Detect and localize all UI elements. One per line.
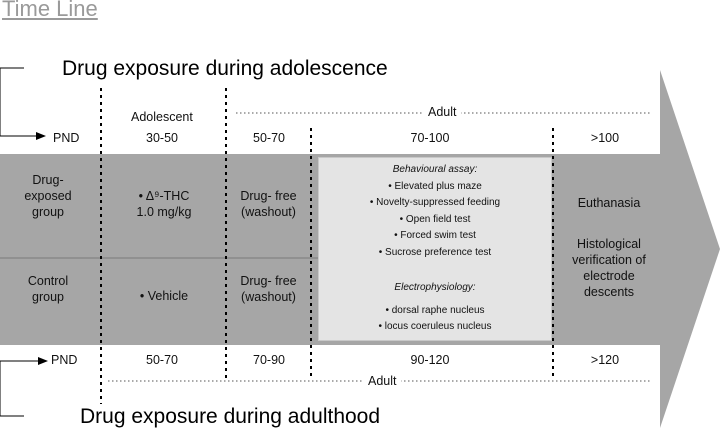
euthanasia-label: Euthanasia xyxy=(577,196,641,210)
assay-item-1: • Elevated plus maze xyxy=(388,180,482,192)
histology-label: Histological verification of electrode descents xyxy=(572,237,646,299)
assay-item-5: • Sucrose preference test xyxy=(378,246,492,258)
range-bottom-4: >120 xyxy=(590,353,620,367)
drug-free-washout-1: Drug- free (washout) xyxy=(240,189,297,219)
phase-adolescent: Adolescent xyxy=(131,110,193,124)
vehicle-treatment: • Vehicle xyxy=(139,289,189,303)
range-bottom-2: 70-90 xyxy=(253,353,285,367)
electrophysiology-list xyxy=(318,280,552,336)
assay-item-3: • Open field test xyxy=(399,213,471,225)
top-bracket xyxy=(0,68,38,136)
electro-heading: Electrophysiology: xyxy=(394,282,476,293)
adulthood-heading: Drug exposure during adulthood xyxy=(80,405,381,428)
assay-item-2: • Novelty-suppressed feeding xyxy=(369,197,501,208)
range-bottom-3: 90-120 xyxy=(410,353,450,367)
drug-free-washout-2: Drug- free (washout) xyxy=(240,274,297,304)
thc-dose: 1.0 mg/kg xyxy=(136,205,192,219)
range-bottom-1: 50-70 xyxy=(146,353,178,367)
range-top-1: 30-50 xyxy=(146,131,178,145)
phase-adult-top: Adult xyxy=(424,105,461,119)
behavioural-assay-list xyxy=(318,162,552,261)
drug-exposed-group-label: Drug- exposed group xyxy=(24,173,72,219)
assay-item-4: • Forced swim test xyxy=(394,230,476,241)
range-top-3: 70-100 xyxy=(410,131,450,145)
thc-treatment xyxy=(102,188,226,220)
adolescence-heading: Drug exposure during adolescence xyxy=(62,57,388,80)
electro-item-2: • locus coeruleus nucleus xyxy=(378,321,492,332)
bottom-bracket-arrowhead xyxy=(38,357,48,365)
electro-item-1: • dorsal raphe nucleus xyxy=(385,304,485,316)
phase-adult-bottom: Adult xyxy=(364,374,401,388)
range-top-2: 50-70 xyxy=(253,131,285,145)
control-group-label: Control group xyxy=(27,274,69,304)
page-title: Time Line xyxy=(2,0,98,21)
top-bracket-arrowhead xyxy=(36,132,46,140)
thc-line-1: • Δ⁹-THC xyxy=(138,189,190,203)
bottom-bracket xyxy=(0,361,40,416)
behavioural-heading: Behavioural assay: xyxy=(392,164,478,175)
pnd-label-bottom: PND xyxy=(51,353,78,367)
pnd-label-top: PND xyxy=(53,131,80,145)
range-top-4: >100 xyxy=(590,131,620,145)
